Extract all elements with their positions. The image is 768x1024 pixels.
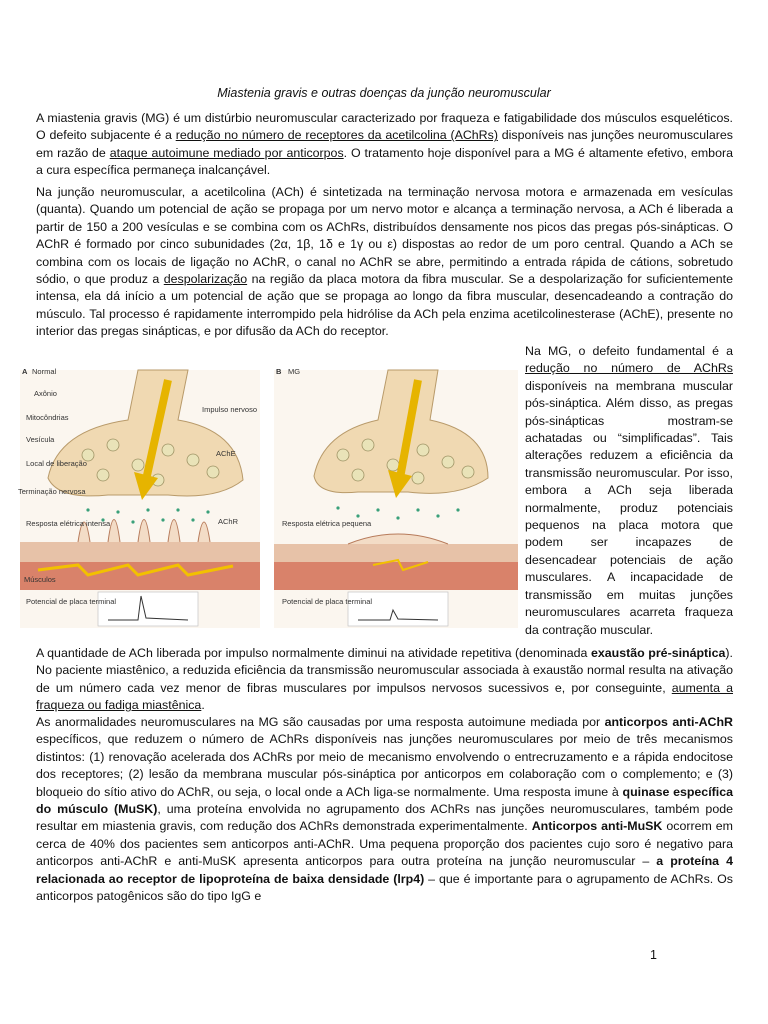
label-mitocondrias: Mitocôndrias — [26, 413, 69, 422]
text-run: Na MG, o defeito fundamental é a — [525, 344, 733, 358]
bold-text: exaustão pré-sináptica — [590, 646, 726, 660]
text-run: ). No paciente miastênico, a reduzida eficiência da transmissão neuromuscular associada à exaustão normal resulta na ativação de um número cada vez menor de fibras musculares por impulsos nervosos sucessivos e, por conseguinte, — [36, 646, 733, 695]
text-run: específicos, que reduzem o número de AChRs disponíveis nas junções neuromusculares por meio de três mecanismos distintos: (1) renovação acelerada dos AChRs por meio de mecanismo envolvendo o entrecruzamento e a rápida endocitose dos receptores; (2) lesão da membrana muscular pós-sináptica por anticorpos em colaboração com o complemento; e (3) bloqueio do sítio ativo do AChR, ou seja, o local onde a ACh liga-se normalmente. Uma resposta imune à — [36, 732, 733, 799]
paragraph-exhaustion — [36, 645, 733, 715]
paragraph-junction — [36, 184, 733, 341]
label-impulso: Impulso nervoso — [202, 405, 258, 414]
text-run: disponíveis nas junções neuromusculares em razão de — [36, 128, 733, 160]
label-axonio: Axônio — [34, 389, 57, 398]
document-title: Miastenia gravis e outras doenças da junção neuromuscular — [217, 86, 551, 100]
label-resposta-pequena: Resposta elétrica pequena — [282, 519, 372, 528]
label-resposta-intensa: Resposta elétrica intensa — [26, 519, 111, 528]
underlined-text: redução no número de AChRs — [525, 361, 733, 376]
text-run: , uma proteína envolvida no agrupamento dos AChRs nas junções neuromusculares, também pode resultar em miastenia gravis, com redução dos AChRs demonstrada experimentalmente. — [36, 802, 734, 834]
text-run: . O tratamento hoje disponível para a MG é altamente efetivo, embora a cura específica permaneça inalcançável. — [36, 145, 733, 178]
underlined-text: aumenta a fraqueza ou fadiga miastênica — [36, 680, 733, 713]
panel-normal — [18, 367, 260, 628]
underlined-text: despolarização — [163, 272, 248, 287]
label-vesicula: Vesícula — [26, 435, 55, 444]
paragraph-autoimmune — [36, 714, 733, 905]
bold-text: anticorpos anti-AChR — [604, 715, 733, 729]
text-run: Na junção neuromuscular, a acetilcolina (ACh) é sintetizada na terminação nervosa motora e armazenada em vesículas (quanta). Quando um potencial de ação se propaga por um nervo motor e alcança a terminação nervosa, a ACh é liberada a partir de 150 a 200 vesículas e se combina com os AChRs, distribuídos densamente nos picos das pregas pós-sinápticas. O AChR é formado por cinco subunidades (2α, 1β, 1δ e 1γ ou ε) dispostas ao redor de um poro central. Quando a ACh se combina com os locais de ligação no AChR, o canal no AChR se abre, permitindo a entrada rápida de cátions, sobretudo sódio, o que produz a — [36, 185, 733, 287]
paragraph-intro — [36, 110, 733, 180]
text-run: . — [201, 698, 205, 713]
label-potencial-b: Potencial de placa terminal — [282, 597, 373, 606]
text-run: As anormalidades neuromusculares na MG são causadas por uma resposta autoimune mediada por — [36, 715, 605, 729]
panel-b-letter: B — [276, 367, 282, 376]
panel-a-title: Normal — [32, 367, 57, 376]
text-run: ocorrem em cerca de 40% dos pacientes sem anticorpos anti-AChR. Uma pequena proporção dos pacientes cujo soro é negativo para anticorpos anti-AChR e anti-MuSK apresenta anticorpos para outra proteína na junção neuromuscular – — [36, 819, 733, 869]
postsynaptic-membrane — [20, 542, 260, 562]
label-achr: AChR — [218, 517, 239, 526]
text-run: A quantidade de ACh liberada por impulso normalmente diminui na atividade repetitiva (denominada — [36, 646, 591, 660]
label-local-liberacao: Local de liberação — [26, 459, 87, 468]
panel-mg — [274, 367, 518, 628]
panel-b-title: MG — [288, 367, 301, 376]
neuromuscular-junction-figure — [18, 360, 518, 630]
bold-text: Anticorpos anti-MuSK — [531, 819, 663, 834]
panel-a-letter: A — [22, 367, 28, 376]
label-potencial-a: Potencial de placa terminal — [26, 597, 117, 606]
text-run: – que é importante para o agrupamento de AChRs. Os anticorpos patogênicos são do tipo IgG e — [36, 871, 733, 904]
label-musculos: Músculos — [24, 575, 56, 584]
paragraph-mg-defect — [525, 343, 733, 639]
underlined-text: redução no número de receptores da acetilcolina (AChRs) — [175, 128, 498, 143]
page-number: 1 — [650, 948, 657, 962]
bold-text: a proteína 4 relacionada ao receptor de lipoproteína de baixa densidade (lrp4) — [36, 854, 733, 886]
bold-text: quinase específica do músculo (MuSK) — [36, 784, 733, 817]
label-terminacao: Terminação nervosa — [18, 487, 86, 496]
underlined-text: ataque autoimune mediado por anticorpos — [109, 145, 344, 160]
text-run: na região da placa motora da fibra muscular. Se a despolarização for suficientemente intensa, ela dá início a um potencial de ação que se propaga ao longo da fibra muscular, desencadeando a contração do músculo. Tal processo é rapidamente interrompido pela hidrólise da ACh pela enzima acetilcolinesterase (AChE), presente no interior das pregas sinápticas, e por difusão da ACh do receptor. — [36, 272, 733, 339]
label-ache: AChE — [216, 449, 236, 458]
text-run: disponíveis na membrana muscular pós-sináptica. Além disso, as pregas pós-sinápticas mostram-se achatadas ou “simplificadas”. Tais alterações reduzem a eficiência da transmissão neuromuscular. Por isso, embora a ACh seja liberada normalmente, produz potenciais pequenos na placa motora que podem ser incapazes de desencadear potenciais de ação musculares. A incapacidade de transmissão em muitas junções neuromusculares acarreta fraqueza da contração muscular. — [525, 378, 733, 637]
text-run: A miastenia gravis (MG) é um distúrbio neuromuscular caracterizado por fraqueza e fatigabilidade dos músculos esqueléticos. O defeito subjacente é a — [36, 111, 733, 143]
